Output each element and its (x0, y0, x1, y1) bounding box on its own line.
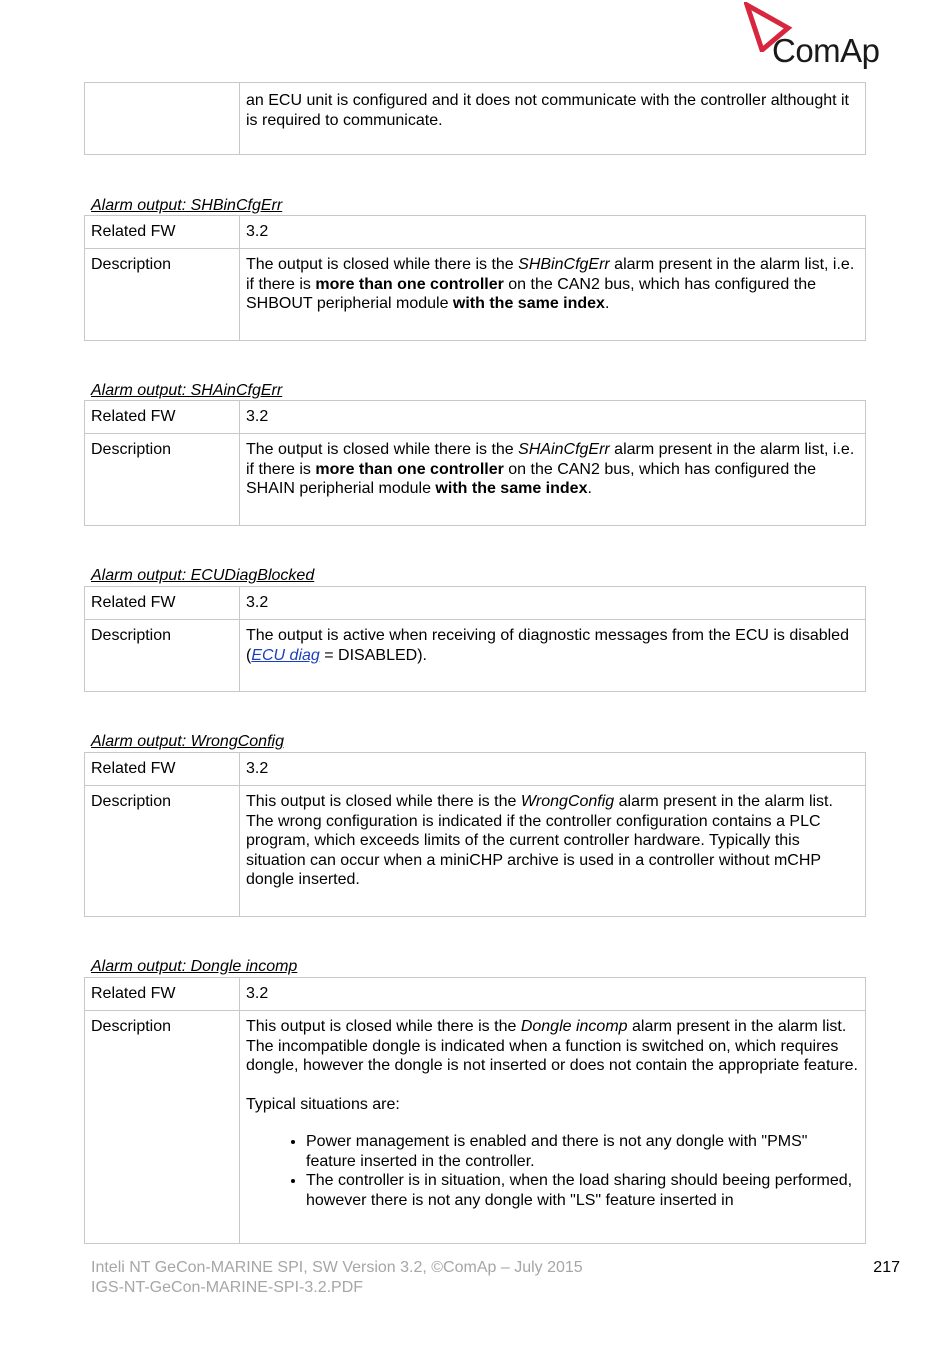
intro-description: an ECU unit is configured and it does not communicate with the controller althought it is required to communicate. (246, 92, 849, 129)
typical-situations-label: Typical situations are: (246, 1095, 400, 1113)
intro-label-cell (85, 83, 240, 154)
footer-line-2: IGS-NT-GeCon-MARINE-SPI-3.2.PDF (91, 1278, 364, 1296)
section-title-ecudiagblocked: Alarm output: ECUDiagBlocked (91, 567, 315, 584)
list-item: • The controller is in situation, when the load sharing should beeing performed, however there is not any dongle with "LS" feature inserted in (306, 1171, 859, 1210)
table-wrongconfig (84, 752, 866, 917)
table-shbincfgerr (84, 215, 866, 341)
list-item: • Power management is enabled and there is not any dongle with "PMS" feature inserted in the controller. (306, 1132, 859, 1171)
related-fw-value: 3.2 (246, 985, 269, 1002)
intro-table (84, 82, 866, 155)
description-label: Description (85, 249, 240, 341)
footer-line-1: Inteli NT GeCon-MARINE SPI, SW Version 3.2, ©ComAp – July 2015 (91, 1259, 583, 1276)
logo-text: ComAp (772, 32, 880, 69)
section-title-wrongconfig: Alarm output: WrongConfig (91, 733, 284, 750)
related-fw-value: 3.2 (246, 594, 269, 611)
description-text: The output is closed while there is the SHBinCfgErr alarm present in the alarm list, i.e. if there is more than one controller on the CAN2 bus, which has configured the SHBOUT peripherial module with the same index. (246, 256, 855, 312)
footer (91, 1258, 583, 1297)
description-text: The output is closed while there is the SHAinCfgErr alarm present in the alarm list, i.e. if there is more than one controller on the CAN2 bus, which has configured the SHAIN peripherial module with the same index. (246, 441, 855, 497)
comap-logo (744, 2, 884, 72)
description-text: The output is active when receiving of diagnostic messages from the ECU is disabled (ECU diag = DISABLED). (246, 627, 849, 664)
description-text: This output is closed while there is the WrongConfig alarm present in the alarm list. The wrong configuration is indicated if the controller configuration contains a PLC program, which exceeds limits of the current controller hardware. Typically this situation can occur when a miniCHP archive is used in a controller without mCHP dongle inserted. (246, 793, 833, 888)
table-ecudiagblocked (84, 586, 866, 692)
related-fw-label: Related FW (85, 216, 240, 248)
related-fw-label: Related FW (85, 753, 240, 785)
related-fw-value: 3.2 (246, 408, 269, 425)
description-label: Description (85, 786, 240, 917)
section-title-shaincfgerr: Alarm output: SHAinCfgErr (91, 382, 283, 399)
description-label: Description (85, 434, 240, 526)
situations-list (246, 1132, 859, 1210)
related-fw-label: Related FW (85, 587, 240, 619)
related-fw-value: 3.2 (246, 223, 269, 240)
table-shaincfgerr (84, 400, 866, 526)
section-title-shbincfgerr: Alarm output: SHBinCfgErr (91, 197, 283, 214)
related-fw-label: Related FW (85, 978, 240, 1010)
description-label: Description (85, 620, 240, 692)
table-dongle-incomp (84, 977, 866, 1244)
section-title-dongle-incomp: Alarm output: Dongle incomp (91, 958, 298, 975)
related-fw-label: Related FW (85, 401, 240, 433)
related-fw-value: 3.2 (246, 760, 269, 777)
description-label: Description (85, 1011, 240, 1244)
ecu-diag-link[interactable]: ECU diag (251, 646, 320, 664)
description-text: This output is closed while there is the Dongle incomp alarm present in the alarm list. The incompatible dongle is indicated when a function is switched on, which requires dongle, however the dongle is not inserted or does not contain the appropriate feature. Typical situations are: • Power management is enabled and there is not any dongle with "PMS" feature inserted in the controller. • The controller is in situation, when the load sharing should beeing performed, however there is not any dongle with "LS" feature inserted in (240, 1011, 865, 1244)
page-number: 217 (873, 1259, 900, 1276)
